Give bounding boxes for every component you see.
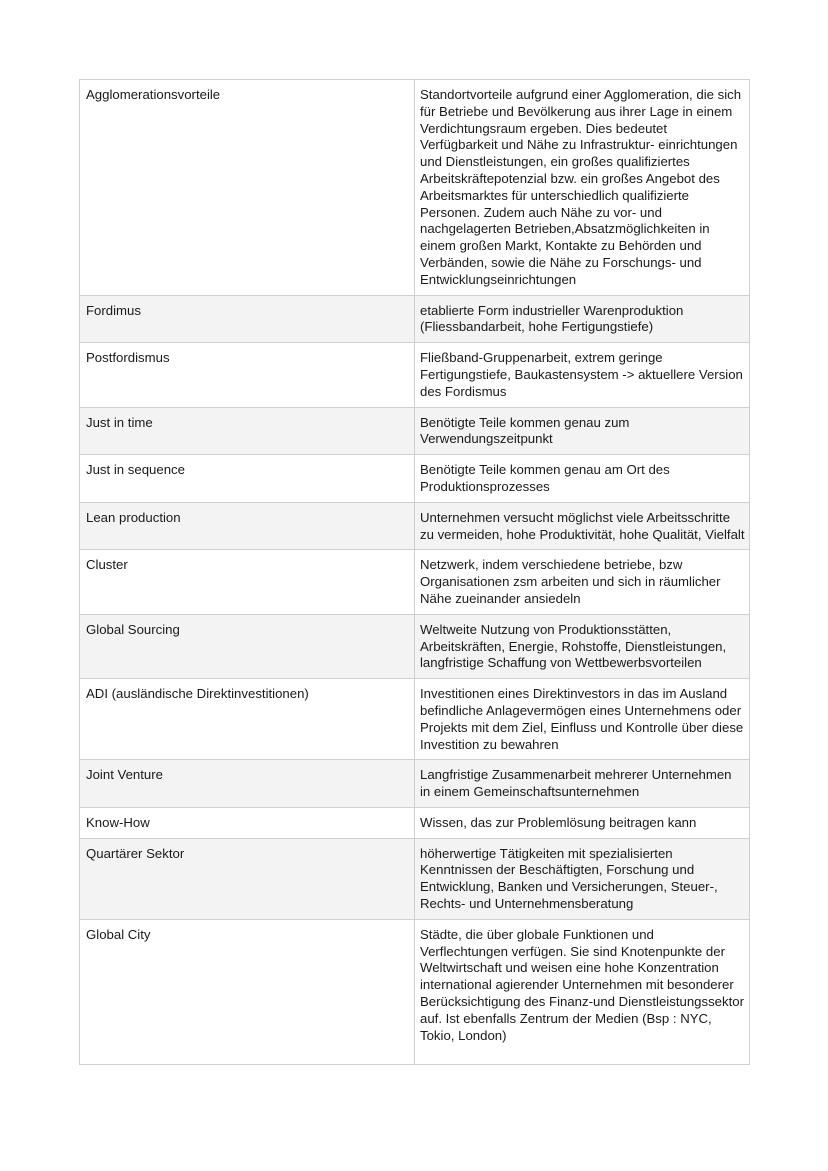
- table-row: [80, 295, 750, 343]
- definition-cell: Städte, die über globale Funktionen und Verflechtungen verfügen. Sie sind Knotenpunkte der Weltwirtschaft und weisen eine hohe Konzentration international agierender Unternehmen mit besonderer Berücksichtigung des Finanz-und Dienstleistungssektor auf. Ist ebenfalls Zentrum der Medien (Bsp : NYC, Tokio, London): [415, 919, 750, 1065]
- table-row: [80, 407, 750, 455]
- table-row: [80, 343, 750, 407]
- definition-cell: Fließband-Gruppenarbeit, extrem geringe Fertigungstiefe, Baukastensystem -> aktuellere Version des Fordismus: [415, 343, 750, 407]
- term-cell: Global City: [80, 919, 415, 1065]
- definition-cell: Benötigte Teile kommen genau zum Verwendungszeitpunkt: [415, 407, 750, 455]
- table-row: [80, 80, 750, 296]
- term-cell: Lean production: [80, 502, 415, 550]
- term-cell: Know-How: [80, 807, 415, 838]
- term-cell: Postfordismus: [80, 343, 415, 407]
- definition-cell: Wissen, das zur Problemlösung beitragen kann: [415, 807, 750, 838]
- glossary-table: [79, 79, 750, 1065]
- term-cell: Fordimus: [80, 295, 415, 343]
- term-cell: Just in time: [80, 407, 415, 455]
- table-row: [80, 679, 750, 760]
- term-cell: Joint Venture: [80, 760, 415, 808]
- definition-cell: Netzwerk, indem verschiedene betriebe, bzw Organisationen zsm arbeiten und sich in räumlicher Nähe zueinander ansiedeln: [415, 550, 750, 614]
- document-page: [79, 79, 749, 1065]
- table-row: [80, 760, 750, 808]
- definition-cell: Benötigte Teile kommen genau am Ort des Produktionsprozesses: [415, 455, 750, 503]
- term-cell: Global Sourcing: [80, 614, 415, 678]
- definition-cell: höherwertige Tätigkeiten mit spezialisierten Kenntnissen der Beschäftigten, Forschung und Entwicklung, Banken und Versicherungen, Steuer-, Rechts- und Unternehmensberatung: [415, 838, 750, 919]
- definition-cell: Weltweite Nutzung von Produktionsstätten, Arbeitskräften, Energie, Rohstoffe, Dienstleistungen, langfristige Schaffung von Wettbewerbsvorteilen: [415, 614, 750, 678]
- table-row: [80, 919, 750, 1065]
- table-row: [80, 502, 750, 550]
- table-row: [80, 550, 750, 614]
- table-row: [80, 838, 750, 919]
- definition-cell: Investitionen eines Direktinvestors in das im Ausland befindliche Anlagevermögen eines Unternehmens oder Projekts mit dem Ziel, Einfluss und Kontrolle über diese Investition zu bewahren: [415, 679, 750, 760]
- definition-cell: Standortvorteile aufgrund einer Agglomeration, die sich für Betriebe und Bevölkerung aus ihrer Lage in einem Verdichtungsraum ergeben. Dies bedeutet Verfügbarkeit und Nähe zu Infrastruktur- einrichtungen und Dienstleistungen, ein großes qualifiziertes Arbeitskräftepotenzial bzw. ein großes Angebot des Arbeitsmarktes für unterschiedlich qualifizierte Personen. Zudem auch Nähe zu vor- und nachgelagerten Betrieben,Absatzmöglichkeiten in einem großen Markt, Kontakte zu Behörden und Verbänden, sowie die Nähe zu Forschungs- und Entwicklungseinrichtungen: [415, 80, 750, 296]
- term-cell: Cluster: [80, 550, 415, 614]
- term-cell: Just in sequence: [80, 455, 415, 503]
- table-row: [80, 455, 750, 503]
- definition-cell: Unternehmen versucht möglichst viele Arbeitsschritte zu vermeiden, hohe Produktivität, hohe Qualität, Vielfalt: [415, 502, 750, 550]
- term-cell: ADI (ausländische Direktinvestitionen): [80, 679, 415, 760]
- term-cell: Agglomerationsvorteile: [80, 80, 415, 296]
- definition-cell: etablierte Form industrieller Warenproduktion (Fliessbandarbeit, hohe Fertigungstiefe): [415, 295, 750, 343]
- table-row: [80, 614, 750, 678]
- term-cell: Quartärer Sektor: [80, 838, 415, 919]
- table-row: [80, 807, 750, 838]
- definition-cell: Langfristige Zusammenarbeit mehrerer Unternehmen in einem Gemeinschaftsunternehmen: [415, 760, 750, 808]
